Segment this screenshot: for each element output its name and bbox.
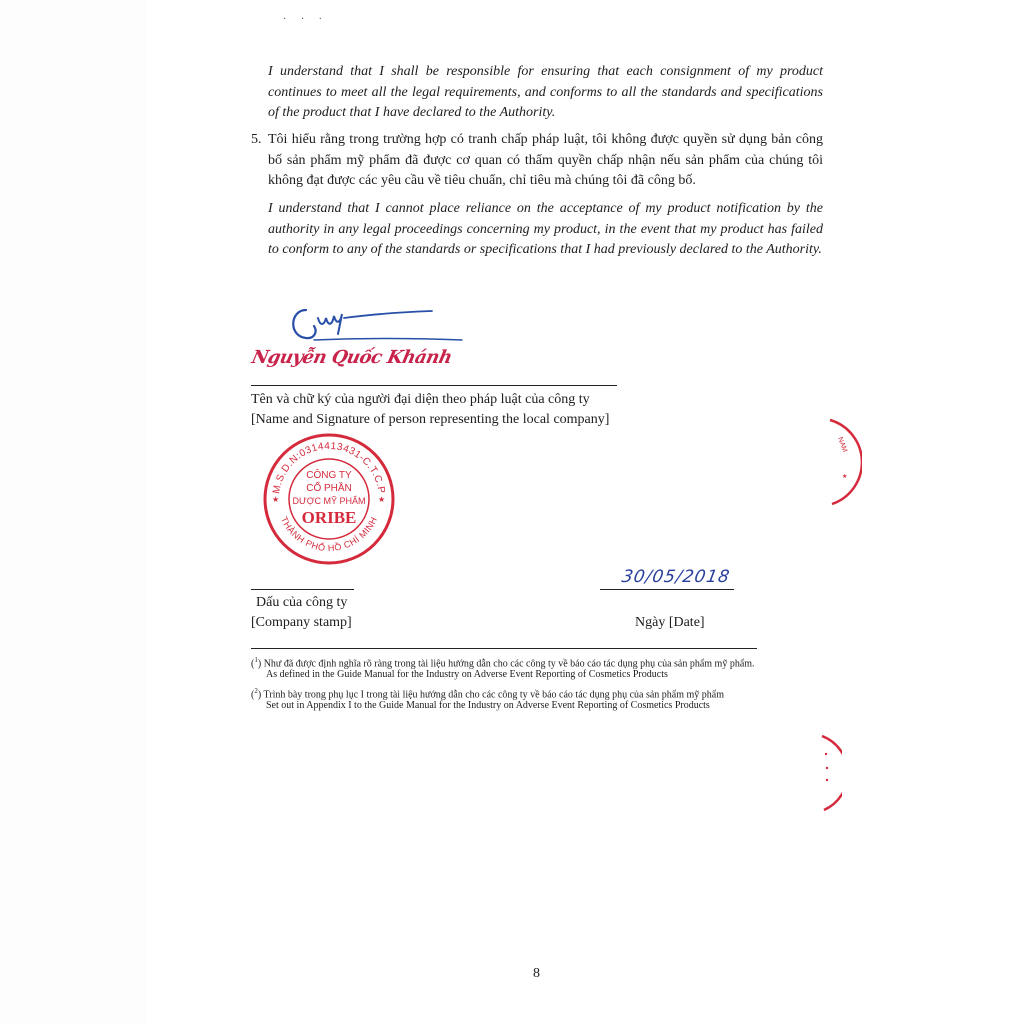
footnote-2-english: Set out in Appendix I to the Guide Manual for the Industry on Adverse Event Reporting of Cosmetics Products	[266, 700, 710, 711]
date-label: Ngày [Date]	[635, 615, 705, 630]
stamp-line	[251, 589, 354, 590]
side-stamp-star-icon: ★	[842, 474, 848, 480]
stamp-ring-text: M.S.D.N:0314413431-C.T.C.P	[271, 440, 387, 495]
signature-name: Nguyễn Quốc Khánh	[249, 347, 454, 368]
footnote-2-marker: 2	[254, 687, 258, 695]
stamp-label-vietnamese: Dấu của công ty	[256, 595, 348, 610]
side-stamp-text: NAM	[836, 436, 849, 454]
page-number: 8	[533, 966, 540, 981]
paragraph-4-english: I understand that I shall be responsible for ensuring that each consignment of my product continues to meet all the legal requirements, and conforms to all the standards and specifications of the product that I have declared to the Authority.	[268, 64, 823, 120]
stamp-line-2: CỔ PHẦN	[306, 483, 352, 494]
paragraph-5-number: 5.	[251, 132, 262, 147]
footnote-2-vi-text: Trình bày trong phụ lục I trong tài liệu hướng dẫn cho các công ty về báo cáo tác dụng phụ của sản phẩm mỹ phẩm	[263, 689, 725, 701]
stamp-line-1: CÔNG TY	[306, 470, 352, 481]
stamp-star-icon: ★	[272, 495, 280, 504]
signature-label-vietnamese: Tên và chữ ký của người đại diện theo pháp luật của công ty	[251, 392, 590, 407]
stamp-line-3: DƯỢC MỸ PHẨM	[292, 496, 366, 506]
date-line	[600, 589, 734, 590]
paragraph-5-english: I understand that I cannot place reliance on the acceptance of my product notification by the authority in any legal proceedings concerning my product, in the event that my product has failed to conform to any of the standards or specifications that I had previously declared to the Authority.	[268, 201, 823, 257]
footnote-1-marker: 1	[254, 656, 258, 664]
footnote-1-english: As defined in the Guide Manual for the Industry on Adverse Event Reporting of Cosmetics Products	[266, 669, 668, 680]
footnote-2-vietnamese: ($^2$) Trình bày trong phụ lục I trong tài liệu hướng dẫn cho các công ty về báo cáo tác dụng phụ của sản phẩm mỹ phẩm	[251, 687, 725, 701]
side-stamp-partial-lower	[816, 734, 842, 814]
footnote-1-vietnamese: ($^1$) Như đã được định nghĩa rõ ràng trong tài liệu hướng dẫn cho các công ty về báo cáo tác dụng phụ của sản phẩm mỹ phẩm.	[251, 656, 755, 670]
footnote-1-vi-text: Như đã được định nghĩa rõ ràng trong tài liệu hướng dẫn cho các công ty về báo cáo tác dụng phụ của sản phẩm mỹ phẩm.	[263, 658, 755, 670]
handwritten-date: 30/05/2018	[620, 567, 732, 587]
company-stamp	[262, 432, 396, 566]
stamp-star-icon: ★	[378, 495, 386, 504]
signature-line	[251, 385, 617, 386]
stamp-ring-bottom: THÀNH PHỐ HỒ CHÍ MINH	[278, 515, 380, 554]
signature-label-english: [Name and Signature of person representing the local company]	[251, 412, 610, 427]
stamp-company-name: ORIBE	[301, 508, 357, 527]
footnote-separator	[251, 648, 757, 649]
scan-speck: · · ·	[283, 14, 328, 25]
signature-scribble	[284, 296, 466, 348]
stamp-label-english: [Company stamp]	[251, 615, 352, 630]
side-stamp-partial-upper	[828, 418, 862, 508]
paragraph-5-vietnamese: Tôi hiểu rằng trong trường hợp có tranh chấp pháp luật, tôi không được quyền sử dụng bản công bố sản phẩm mỹ phẩm đã được cơ quan có thẩm quyền chấp nhận nếu sản phẩm của chúng tôi không đạt được các yêu cầu về tiêu chuẩn, chỉ tiêu mà chúng tôi đã công bố.	[268, 132, 823, 188]
